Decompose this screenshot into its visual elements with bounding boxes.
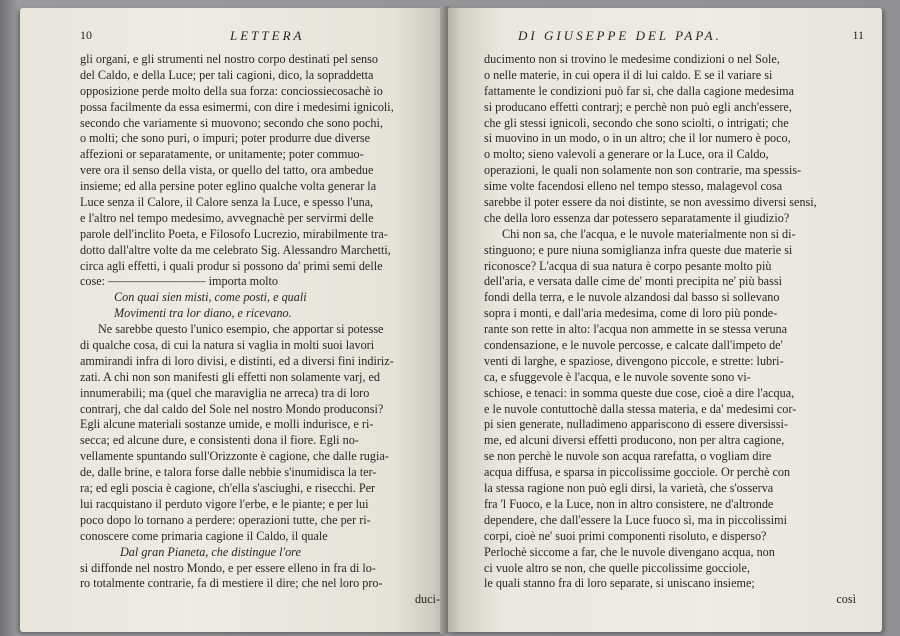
text-line: affezioni or separatamente, or unitamente; poter commuo- bbox=[80, 147, 364, 162]
text-line: vellamente spuntando sull'Orizzonte è cagione, che dalle rugia- bbox=[80, 449, 389, 464]
text-line: stinguono; e pure niuna somiglianza infra queste due materie si bbox=[484, 242, 793, 257]
left-page bbox=[20, 8, 446, 632]
text-line: venti di larghe, e spaziose, divengono piccole, e strette: lubri- bbox=[484, 353, 784, 368]
text-line: si producano effetti contrarj; e perchè non può egli anch'essere, bbox=[484, 99, 792, 114]
text-line: o nelle materie, in cui opera il di lui caldo. E se il variare si bbox=[484, 67, 773, 82]
text-line: ammirandi infra di loro divisi, e distinti, ed a diversi fini indiriz- bbox=[80, 353, 394, 368]
text-line: poco dopo lo tornano a perdere: operazioni tutte, che per ri- bbox=[80, 512, 371, 527]
text-line: pi sien generate, nulladimeno appariscono di essere diversissi- bbox=[484, 417, 788, 432]
text-line: opposizione perde molto della sua forza: conciossiecosachè io bbox=[80, 83, 383, 98]
text-line: che gli stessi ignicoli, secondo che sono sciolti, o intrigati; che bbox=[484, 115, 789, 130]
text-line: Ne sarebbe questo l'unico esempio, che apportar si potesse bbox=[98, 322, 384, 337]
text-line: secondo che variamente si muovono; secondo che sono pochi, bbox=[80, 115, 383, 130]
text-line: rante son rette in alto: l'acqua non ammette in se stessa veruna bbox=[484, 322, 788, 337]
text-line: schiose, e tenaci: in somma queste due cose, cioè a dire l'acqua, bbox=[484, 385, 795, 400]
right-running-title: DI GIUSEPPE DEL PAPA. bbox=[518, 28, 722, 43]
text-line: Movimenti tra lor diano, e ricevano. bbox=[114, 306, 292, 321]
text-line: innumerabili; ma (quel che maraviglia ne arreca) tra di loro bbox=[80, 385, 370, 400]
text-line: me, ed alcuni diversi effetti producono, non per altra cagione, bbox=[484, 433, 785, 448]
text-line: duci- bbox=[414, 592, 440, 607]
text-line: ca, e sfuggevole è l'acqua, e le nuvole sovente sono vi- bbox=[484, 369, 751, 384]
text-line: cose: ———————— importa molto bbox=[80, 274, 279, 289]
text-line: Perlochè siccome a far, che le nuvole divengano acqua, non bbox=[484, 544, 775, 559]
text-line: fondi della terra, e le nuvole alzandosi dal basso si sollevano bbox=[484, 290, 780, 305]
text-line: parole dell'inclito Poeta, e Filosofo Lucrezio, mirabilmente tra- bbox=[80, 226, 388, 241]
text-line: del Caldo, e della Luce; per tali cagioni, dico, la sopraddetta bbox=[80, 67, 374, 82]
right-page-text bbox=[484, 52, 860, 608]
left-page-number: 10 bbox=[80, 28, 92, 42]
text-line: Egli alcune materiali sostanze umide, e molli indurisce, e ri- bbox=[80, 417, 374, 432]
text-line: operazioni, le quali non solamente non son contrarie, ma spessis- bbox=[484, 163, 802, 178]
text-line: e le nuvole contuttochè dalla stessa materia, e da' medesimi cor- bbox=[484, 401, 797, 416]
text-line: circa agli effetti, i quali produr si possono da' primi semi delle bbox=[80, 258, 383, 273]
text-line: secca; ed alcune dure, e consistenti dona il fiore. Egli no- bbox=[80, 433, 359, 448]
text-line: si muovino in un modo, o in un altro; che il lor numero è poco, bbox=[484, 131, 791, 146]
text-line: la stessa ragione non può egli dirsi, la varietà, che s'osserva bbox=[484, 481, 774, 496]
text-line: de, dalle brine, e talora forse dalle nebbie s'inumidisca la ter- bbox=[80, 465, 377, 480]
text-line: dell'aria, e versata dalle cime de' monti precipita ne' più bassi bbox=[484, 274, 782, 289]
left-running-title: LETTERA bbox=[230, 28, 305, 43]
text-line: insieme; ed alla persine poter eglino qualche volta generar la bbox=[80, 179, 377, 194]
right-page-number: 11 bbox=[852, 28, 864, 42]
text-line: possa facilmente da essa esimermi, con dire i medesimi ignicoli, bbox=[80, 99, 394, 114]
text-line: dependere, che dall'essere la Luce fuoco sì, ma in piccolissimi bbox=[484, 512, 788, 527]
text-line: le quali stanno fra di loro separate, si uniscano insieme; bbox=[484, 576, 755, 591]
text-line: vere ora il senso della vista, or quello del tatto, ora ambedue bbox=[80, 163, 374, 178]
text-line: corpi, cioè ne' suoi primi componenti risoluto, e disperso? bbox=[484, 528, 767, 543]
text-line: Dal gran Pianeta, che distingue l'ore bbox=[120, 544, 301, 559]
left-running-head bbox=[80, 28, 430, 48]
text-line: dotto dall'altre volte da me celebrato Sig. Alessandro Marchetti, bbox=[80, 242, 391, 257]
text-line: fattamente le condizioni può far sì, che dalla cagione medesima bbox=[484, 83, 794, 98]
text-line: conoscere come primaria cagione il Caldo, il quale bbox=[80, 528, 328, 543]
text-line: acqua diffusa, e sparsa in piccolissime gocciole. Or perchè con bbox=[484, 465, 791, 480]
text-line: e l'altro nel tempo medesimo, avvegnachè per servirmi delle bbox=[80, 210, 374, 225]
text-line: contrarj, che dal caldo del Sole nel nostro Mondo produconsi? bbox=[80, 401, 384, 416]
text-line: ra; ed egli poscia è cagione, ch'ella s'asciughi, e risecchi. Per bbox=[80, 481, 376, 496]
text-line: si diffonde nel nostro Mondo, e per essere elleno in fra di lo- bbox=[80, 560, 376, 575]
text-line: o molti; che sono puri, o impuri; poter produrre due diverse bbox=[80, 131, 371, 146]
text-line: fra 'l Fuoco, e la Luce, non in altro consistere, ne d'altronde bbox=[484, 496, 774, 511]
text-line: zati. A chi non son manifesti gli effetti non solamente varj, ed bbox=[80, 369, 380, 384]
text-line: Con quai sien misti, come posti, e quali bbox=[114, 290, 307, 305]
text-line: lui racquistano il perduto vigore l'erbe, e le piante; e per lui bbox=[80, 496, 369, 511]
text-line: ro totalmente contrarie, fa di mestiere il dire; che nel loro pro- bbox=[80, 576, 383, 591]
text-line: Chi non sa, che l'acqua, e le nuvole materialmente non si di- bbox=[502, 226, 796, 241]
text-line: di qualche cosa, di cui la natura si vaglia in molti suoi lavori bbox=[80, 338, 375, 353]
text-line: gli organi, e gli strumenti nel nostro corpo destinati pel senso bbox=[80, 52, 378, 66]
text-line: sime volte facendosi elleno nel tempo stesso, malagevol cosa bbox=[484, 179, 783, 194]
text-line: sarebbe il poter essere da noi distinte, se non avessimo diversi sensi, bbox=[484, 195, 817, 210]
text-line: condensazione, e le nuvole percosse, e calcate dall'impeto de' bbox=[484, 338, 783, 353]
left-page-text bbox=[80, 52, 444, 608]
right-running-head bbox=[498, 28, 868, 48]
text-line: ci vuole altro se non, che quelle piccolissime gocciole, bbox=[484, 560, 751, 575]
right-page bbox=[448, 8, 882, 632]
text-line: ducimento non si trovino le medesime condizioni o nel Sole, bbox=[484, 52, 780, 66]
text-line: che della loro essenza dar potessero separatamente il giudizio? bbox=[484, 210, 790, 225]
text-line: se non perchè le nuvole son acqua rarefatta, o vogliam dire bbox=[484, 449, 772, 464]
text-line: o molto; sieno valevoli a generare or la Luce, ora il Caldo, bbox=[484, 147, 769, 162]
text-line: riconosce? L'acqua di sua natura è corpo pesante molto più bbox=[484, 258, 772, 273]
text-line: sopra i monti, e dall'aria medesima, come di loro più ponde- bbox=[484, 306, 778, 321]
text-line: Luce senza il Calore, il Calore senza la Luce, e spesso l'una, bbox=[80, 195, 374, 210]
text-line: così bbox=[836, 592, 856, 607]
